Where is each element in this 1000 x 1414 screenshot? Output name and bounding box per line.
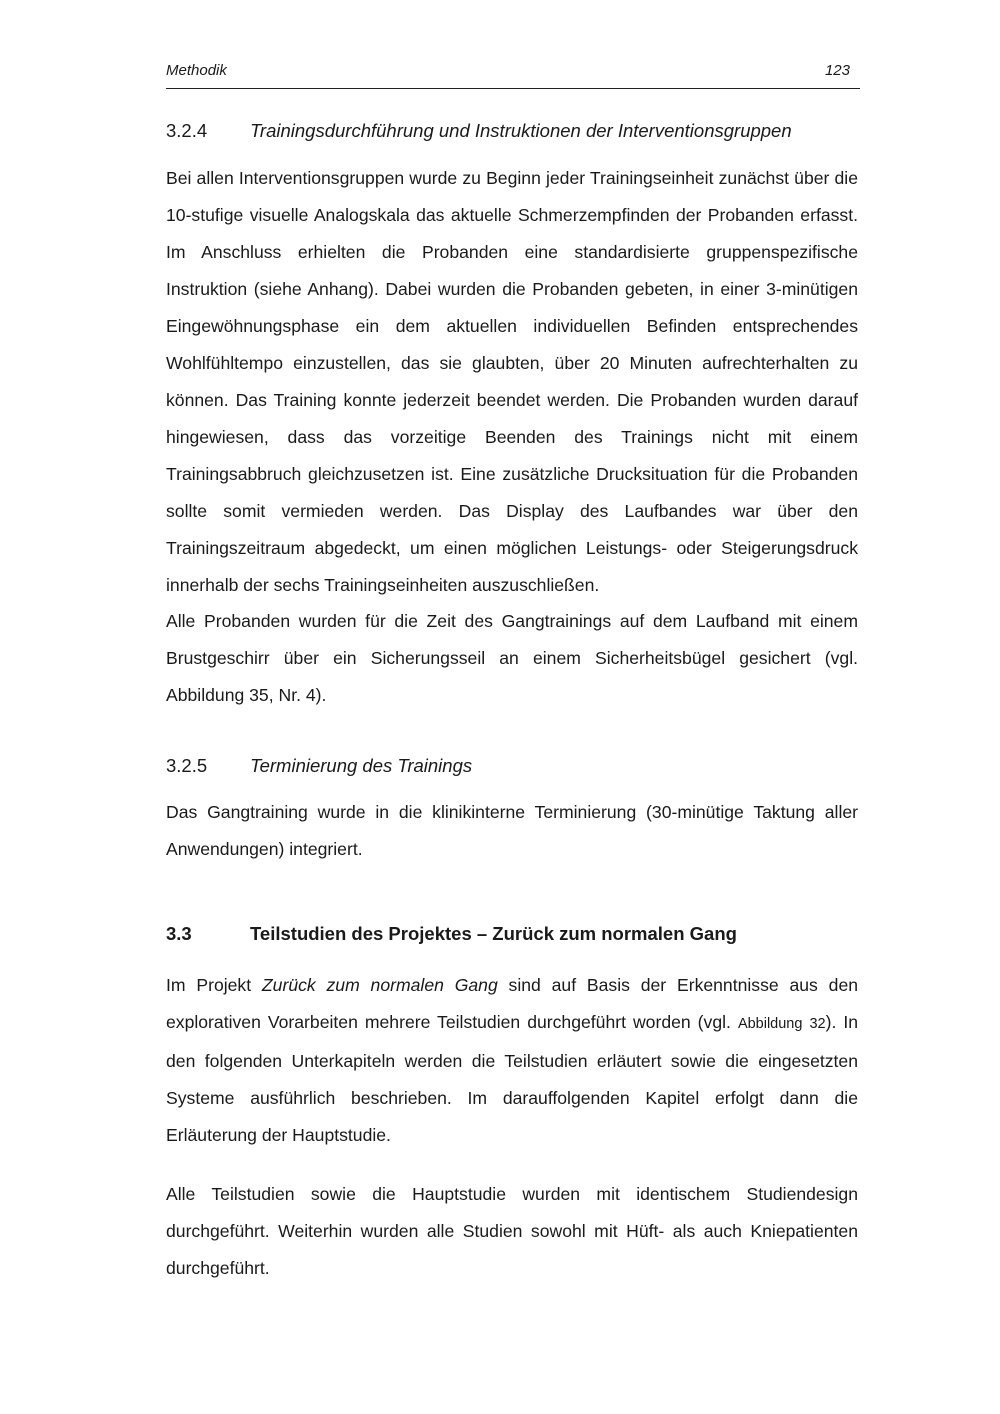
page-number: 123 xyxy=(824,62,850,79)
text-run: ). In den folgenden Unterkapiteln werden die Teilstudien erläutert sowie die eingesetzten Systeme ausführlich beschrieben. Im darauffolgenden Kapitel erfolgt dann die Erläuterung der Hauptstudie. xyxy=(166,1012,859,1145)
heading-title: Trainingsdurchführung und Instruktionen der Interventionsgruppen xyxy=(250,120,792,141)
heading-number: 3.2.4 xyxy=(166,120,208,141)
header-section-title: Methodik xyxy=(166,62,227,79)
heading-3-2-5 xyxy=(166,754,860,778)
heading-title: Teilstudien des Projektes – Zurück zum normalen Gang xyxy=(250,923,737,944)
heading-number: 3.2.5 xyxy=(166,755,208,776)
paragraph-study-design: Alle Teilstudien sowie die Hauptstudie wurden mit identischem Studiendesign durchgeführt. Weiterhin wurden alle Studien sowohl mit Hüft- als auch Kniepatienten durchgeführt. xyxy=(166,1184,858,1278)
heading-number: 3.3 xyxy=(166,923,192,944)
project-name-emphasis: Zurück zum normalen Gang xyxy=(261,975,498,995)
figure-reference-number: 32 xyxy=(809,1016,826,1032)
paragraph-substudies xyxy=(166,967,858,1154)
text-run: Im Projekt xyxy=(166,975,262,995)
paragraph-safety-harness: Alle Probanden wurden für die Zeit des Gangtrainings auf dem Laufband mit einem Brustgeschirr über ein Sicherungsseil an einem Sicherheitsbügel gesichert (vgl. Abbildung 35, Nr. 4). xyxy=(166,611,858,705)
text-run: sind auf Basis der Erkenntnisse aus den explorativen Vorarbeiten mehrere Teilstudien durchgeführt worden (vgl. xyxy=(166,975,859,1032)
heading-title: Terminierung des Trainings xyxy=(250,755,473,776)
heading-3-3 xyxy=(166,922,860,946)
paragraph-training-procedure: Bei allen Interventionsgruppen wurde zu Beginn jeder Trainingseinheit zunächst über die 10-stufige visuelle Analogskala das aktuelle Schmerzempfinden der Probanden erfasst. Im Anschluss erhielten die Probanden eine standardisierte gruppenspezifische Instruktion (siehe Anhang). Dabei wurden die Probanden gebeten, in einer 3-minütigen Eingewöhnungsphase ein dem aktuellen individuellen Befinden entsprechendes Wohlfühltempo einzustellen, das sie glaubten, über 20 Minuten aufrechterhalten zu können. Das Training konnte jederzeit beendet werden. Die Probanden wurden darauf hingewiesen, dass das vorzeitige Beenden des Trainings nicht mit einem Trainingsabbruch gleichzusetzen ist. Eine zusätzliche Drucksituation für die Probanden sollte somit vermieden werden. Das Display des Laufbandes war über den Trainingszeitraum abgedeckt, um einen möglichen Leistungs- oder Steigerungsdruck innerhalb der sechs Trainingseinheiten auszuschließen. xyxy=(166,168,858,595)
figure-reference-word: Abbildung xyxy=(737,1016,803,1032)
running-header xyxy=(166,62,860,89)
paragraph-scheduling: Das Gangtraining wurde in die klinikinterne Terminierung (30-minütige Taktung aller Anwendungen) integriert. xyxy=(166,802,858,859)
heading-3-2-4 xyxy=(166,119,860,143)
